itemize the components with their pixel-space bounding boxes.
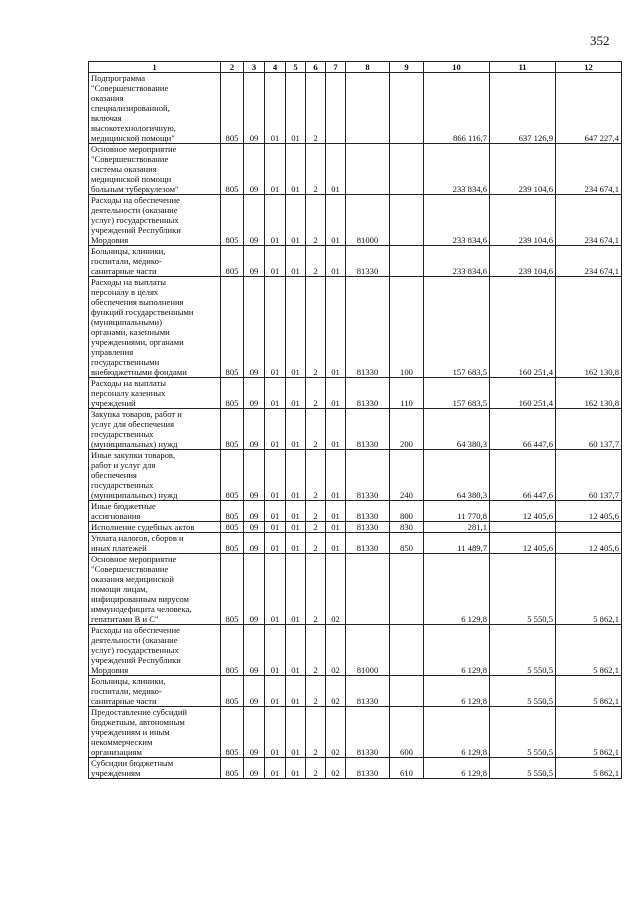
cell-measure-code: 01 [326, 378, 346, 409]
cell-subsection-code: 01 [265, 533, 286, 554]
cell-section-code: 09 [244, 501, 265, 522]
cell-direction-code: 81330 [346, 758, 390, 779]
table-row [89, 277, 622, 378]
cell-amount-year-3: 12 405,6 [556, 533, 622, 554]
cell-expense-type [390, 625, 424, 676]
cell-ministry-code: 805 [221, 450, 244, 501]
cell-expense-type: 850 [390, 533, 424, 554]
header-cell: 9 [390, 62, 424, 73]
cell-ministry-code: 805 [221, 625, 244, 676]
cell-amount-year-3: 647 227,4 [556, 73, 622, 144]
cell-amount-year-3: 60 137,7 [556, 450, 622, 501]
row-name: Субсидии бюджетным учреждениям [89, 758, 221, 779]
cell-subsection-code: 01 [265, 378, 286, 409]
table-row [89, 676, 622, 707]
table-row [89, 450, 622, 501]
table-row [89, 533, 622, 554]
row-name: Расходы на выплаты персоналу в целях обеспечения выполнения функций государственными (муниципальными) органами, казенными учреждениями, органами управления государственными внебюджетными фондами [89, 277, 221, 378]
table-row [89, 625, 622, 676]
table-row [89, 501, 622, 522]
cell-subsection-code: 01 [265, 707, 286, 758]
cell-program-code: 01 [286, 522, 306, 533]
cell-amount-year-1: 233 834,6 [424, 246, 490, 277]
cell-amount-year-1: 157 683,5 [424, 277, 490, 378]
cell-direction-code: 81330 [346, 409, 390, 450]
cell-amount-year-3: 5 862,1 [556, 625, 622, 676]
cell-ministry-code: 805 [221, 501, 244, 522]
cell-measure-code: 02 [326, 554, 346, 625]
row-name: Больницы, клиники, госпитали, медико- санитарные части [89, 676, 221, 707]
cell-amount-year-2: 5 550,5 [490, 758, 556, 779]
cell-subsection-code: 01 [265, 625, 286, 676]
header-cell: 2 [221, 62, 244, 73]
cell-expense-type: 200 [390, 409, 424, 450]
cell-measure-code: 01 [326, 533, 346, 554]
row-name: Предоставление субсидий бюджетным, автономным учреждениям и иным некоммерческим организациям [89, 707, 221, 758]
cell-subsection-code: 01 [265, 554, 286, 625]
cell-amount-year-1: 64 380,3 [424, 450, 490, 501]
cell-subsection-code: 01 [265, 409, 286, 450]
cell-measure-code: 01 [326, 501, 346, 522]
cell-amount-year-1: 233 834,6 [424, 144, 490, 195]
cell-subprogram-code: 2 [306, 625, 326, 676]
cell-measure-code: 02 [326, 758, 346, 779]
cell-subprogram-code: 2 [306, 144, 326, 195]
cell-program-code: 01 [286, 554, 306, 625]
cell-amount-year-2: 12 405,6 [490, 501, 556, 522]
cell-amount-year-2: 239 104,6 [490, 195, 556, 246]
cell-amount-year-2: 5 550,5 [490, 707, 556, 758]
cell-amount-year-1: 6 129,8 [424, 625, 490, 676]
header-cell: 10 [424, 62, 490, 73]
cell-section-code: 09 [244, 195, 265, 246]
cell-amount-year-3: 234 674,1 [556, 144, 622, 195]
cell-amount-year-3: 12 405,6 [556, 501, 622, 522]
cell-ministry-code: 805 [221, 758, 244, 779]
cell-section-code: 09 [244, 277, 265, 378]
cell-program-code: 01 [286, 73, 306, 144]
cell-ministry-code: 805 [221, 533, 244, 554]
cell-direction-code: 81000 [346, 625, 390, 676]
cell-direction-code: 81330 [346, 450, 390, 501]
cell-program-code: 01 [286, 195, 306, 246]
cell-program-code: 01 [286, 758, 306, 779]
cell-amount-year-2: 5 550,5 [490, 625, 556, 676]
table-body [89, 73, 622, 779]
cell-expense-type: 830 [390, 522, 424, 533]
cell-amount-year-2: 239 104,6 [490, 144, 556, 195]
cell-subsection-code: 01 [265, 73, 286, 144]
cell-measure-code: 01 [326, 144, 346, 195]
cell-amount-year-1: 6 129,8 [424, 707, 490, 758]
table-row [89, 707, 622, 758]
cell-section-code: 09 [244, 758, 265, 779]
row-name: Уплата налогов, сборов и иных платежей [89, 533, 221, 554]
cell-subprogram-code: 2 [306, 554, 326, 625]
cell-measure-code: 02 [326, 707, 346, 758]
header-cell: 4 [265, 62, 286, 73]
table-row [89, 378, 622, 409]
cell-direction-code: 81330 [346, 522, 390, 533]
table-row [89, 554, 622, 625]
cell-program-code: 01 [286, 533, 306, 554]
cell-expense-type [390, 246, 424, 277]
cell-section-code: 09 [244, 554, 265, 625]
cell-section-code: 09 [244, 73, 265, 144]
header-cell: 3 [244, 62, 265, 73]
cell-subsection-code: 01 [265, 277, 286, 378]
cell-amount-year-2: 66 447,6 [490, 450, 556, 501]
cell-measure-code: 02 [326, 625, 346, 676]
cell-direction-code: 81330 [346, 707, 390, 758]
cell-subprogram-code: 2 [306, 378, 326, 409]
cell-amount-year-3: 162 130,8 [556, 277, 622, 378]
cell-section-code: 09 [244, 625, 265, 676]
cell-subprogram-code: 2 [306, 73, 326, 144]
cell-section-code: 09 [244, 676, 265, 707]
cell-subprogram-code: 2 [306, 195, 326, 246]
cell-direction-code: 81330 [346, 277, 390, 378]
cell-amount-year-2: 12 405,6 [490, 533, 556, 554]
cell-amount-year-2: 160 251,4 [490, 277, 556, 378]
cell-ministry-code: 805 [221, 195, 244, 246]
cell-amount-year-1: 11 489,7 [424, 533, 490, 554]
page-number: 352 [590, 33, 610, 48]
cell-ministry-code: 805 [221, 73, 244, 144]
row-name: Расходы на обеспечение деятельности (оказание услуг) государственных учреждений Республики Мордовия [89, 195, 221, 246]
cell-expense-type: 240 [390, 450, 424, 501]
row-name: Закупка товаров, работ и услуг для обеспечения государственных (муниципальных) нужд [89, 409, 221, 450]
row-name: Расходы на выплаты персоналу казенных учреждений [89, 378, 221, 409]
cell-expense-type [390, 195, 424, 246]
header-cell: 12 [556, 62, 622, 73]
table-row [89, 246, 622, 277]
cell-amount-year-3: 5 862,1 [556, 758, 622, 779]
header-cell: 11 [490, 62, 556, 73]
table-row [89, 522, 622, 533]
cell-section-code: 09 [244, 707, 265, 758]
row-name: Иные закупки товаров, работ и услуг для обеспечения государственных (муниципальных) нужд [89, 450, 221, 501]
cell-subsection-code: 01 [265, 450, 286, 501]
cell-subprogram-code: 2 [306, 758, 326, 779]
cell-ministry-code: 805 [221, 378, 244, 409]
cell-ministry-code: 805 [221, 277, 244, 378]
cell-program-code: 01 [286, 450, 306, 501]
cell-section-code: 09 [244, 450, 265, 501]
row-name: Исполнение судебных актов [89, 522, 221, 533]
cell-program-code: 01 [286, 501, 306, 522]
cell-direction-code: 81330 [346, 533, 390, 554]
cell-expense-type: 800 [390, 501, 424, 522]
header-row [89, 62, 622, 73]
cell-direction-code [346, 73, 390, 144]
cell-expense-type: 100 [390, 277, 424, 378]
cell-ministry-code: 805 [221, 409, 244, 450]
cell-program-code: 01 [286, 144, 306, 195]
cell-direction-code [346, 144, 390, 195]
cell-direction-code [346, 554, 390, 625]
cell-section-code: 09 [244, 144, 265, 195]
cell-section-code: 09 [244, 246, 265, 277]
cell-amount-year-2: 637 126,9 [490, 73, 556, 144]
cell-section-code: 09 [244, 533, 265, 554]
cell-amount-year-2 [490, 522, 556, 533]
header-cell: 6 [306, 62, 326, 73]
cell-subprogram-code: 2 [306, 501, 326, 522]
row-name: Основное мероприятие "Совершенствование оказания медицинской помощи лицам, инфицированным вирусом иммунодефицита человека, гепатитами В и С" [89, 554, 221, 625]
cell-expense-type: 610 [390, 758, 424, 779]
cell-program-code: 01 [286, 676, 306, 707]
table-row [89, 195, 622, 246]
cell-amount-year-1: 866 116,7 [424, 73, 490, 144]
cell-amount-year-2: 160 251,4 [490, 378, 556, 409]
cell-section-code: 09 [244, 522, 265, 533]
table-row [89, 409, 622, 450]
header-cell: 7 [326, 62, 346, 73]
cell-amount-year-2: 5 550,5 [490, 554, 556, 625]
cell-ministry-code: 805 [221, 144, 244, 195]
cell-measure-code: 01 [326, 450, 346, 501]
cell-program-code: 01 [286, 246, 306, 277]
cell-subprogram-code: 2 [306, 409, 326, 450]
cell-amount-year-3: 60 137,7 [556, 409, 622, 450]
cell-ministry-code: 805 [221, 676, 244, 707]
cell-program-code: 01 [286, 277, 306, 378]
cell-amount-year-3: 5 862,1 [556, 676, 622, 707]
cell-subsection-code: 01 [265, 758, 286, 779]
row-name: Подпрограмма "Совершенствование оказания специализированной, включая высокотехнологичную, медицинской помощи" [89, 73, 221, 144]
cell-measure-code: 02 [326, 676, 346, 707]
cell-direction-code: 81330 [346, 676, 390, 707]
cell-amount-year-1: 157 683,5 [424, 378, 490, 409]
cell-subprogram-code: 2 [306, 277, 326, 378]
cell-direction-code: 81330 [346, 378, 390, 409]
cell-expense-type: 110 [390, 378, 424, 409]
cell-amount-year-3 [556, 522, 622, 533]
cell-expense-type: 600 [390, 707, 424, 758]
row-name: Основное мероприятие "Совершенствование системы оказания медицинской помощи больным туберкулезом" [89, 144, 221, 195]
cell-section-code: 09 [244, 378, 265, 409]
cell-program-code: 01 [286, 625, 306, 676]
cell-amount-year-3: 234 674,1 [556, 195, 622, 246]
cell-amount-year-1: 6 129,8 [424, 676, 490, 707]
cell-amount-year-3: 162 130,8 [556, 378, 622, 409]
cell-subsection-code: 01 [265, 676, 286, 707]
cell-program-code: 01 [286, 707, 306, 758]
cell-subprogram-code: 2 [306, 533, 326, 554]
cell-amount-year-3: 5 862,1 [556, 707, 622, 758]
cell-amount-year-2: 239 104,6 [490, 246, 556, 277]
cell-subprogram-code: 2 [306, 676, 326, 707]
header-cell: 5 [286, 62, 306, 73]
cell-subsection-code: 01 [265, 195, 286, 246]
cell-subsection-code: 01 [265, 144, 286, 195]
cell-direction-code: 81330 [346, 246, 390, 277]
table-row [89, 758, 622, 779]
budget-table [88, 61, 622, 779]
cell-expense-type [390, 144, 424, 195]
cell-measure-code: 01 [326, 246, 346, 277]
cell-subprogram-code: 2 [306, 450, 326, 501]
cell-subprogram-code: 2 [306, 246, 326, 277]
cell-subsection-code: 01 [265, 246, 286, 277]
row-name: Расходы на обеспечение деятельности (оказание услуг) государственных учреждений Республики Мордовия [89, 625, 221, 676]
cell-measure-code: 01 [326, 277, 346, 378]
cell-ministry-code: 805 [221, 522, 244, 533]
cell-amount-year-1: 64 380,3 [424, 409, 490, 450]
cell-amount-year-2: 66 447,6 [490, 409, 556, 450]
cell-direction-code: 81330 [346, 501, 390, 522]
table-row [89, 73, 622, 144]
cell-measure-code: 01 [326, 522, 346, 533]
cell-subprogram-code: 2 [306, 522, 326, 533]
cell-ministry-code: 805 [221, 554, 244, 625]
cell-expense-type [390, 676, 424, 707]
cell-amount-year-1: 281,1 [424, 522, 490, 533]
cell-amount-year-3: 234 674,1 [556, 246, 622, 277]
cell-amount-year-1: 233 834,6 [424, 195, 490, 246]
cell-amount-year-1: 6 129,8 [424, 554, 490, 625]
table-row [89, 144, 622, 195]
cell-amount-year-1: 6 129,8 [424, 758, 490, 779]
cell-ministry-code: 805 [221, 246, 244, 277]
cell-subprogram-code: 2 [306, 707, 326, 758]
row-name: Иные бюджетные ассигнования [89, 501, 221, 522]
cell-expense-type [390, 73, 424, 144]
cell-section-code: 09 [244, 409, 265, 450]
cell-program-code: 01 [286, 409, 306, 450]
cell-ministry-code: 805 [221, 707, 244, 758]
cell-amount-year-1: 11 770,8 [424, 501, 490, 522]
cell-program-code: 01 [286, 378, 306, 409]
cell-amount-year-3: 5 862,1 [556, 554, 622, 625]
cell-measure-code [326, 73, 346, 144]
cell-measure-code: 01 [326, 409, 346, 450]
cell-subsection-code: 01 [265, 501, 286, 522]
cell-direction-code: 81000 [346, 195, 390, 246]
header-cell: 8 [346, 62, 390, 73]
header-cell: 1 [89, 62, 221, 73]
cell-subsection-code: 01 [265, 522, 286, 533]
cell-expense-type [390, 554, 424, 625]
cell-measure-code: 01 [326, 195, 346, 246]
row-name: Больницы, клиники, госпитали, медико- санитарные части [89, 246, 221, 277]
cell-amount-year-2: 5 550,5 [490, 676, 556, 707]
